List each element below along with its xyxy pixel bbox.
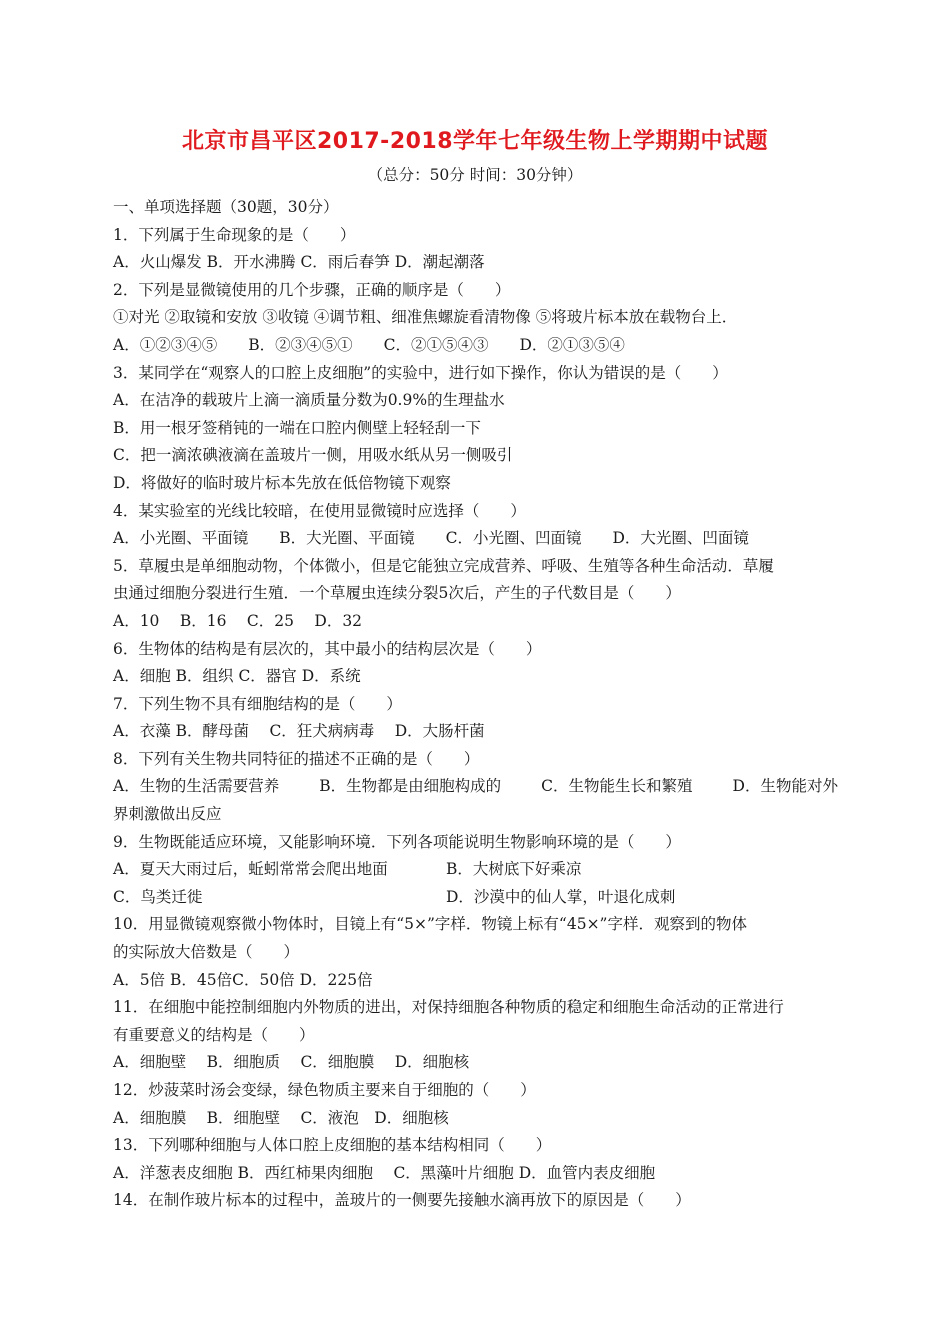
question-3-option-a: A．在洁净的载玻片上滴一滴质量分数为0.9%的生理盐水 [113, 391, 505, 410]
question-9-options-row1 [113, 856, 838, 884]
question-13-options: A．洋葱表皮细胞 B．西红柿果肉细胞 C．黑藻叶片细胞 D．血管内表皮细胞 [113, 1163, 656, 1182]
question-1-stem: 1．下列属于生命现象的是（ ） [113, 225, 356, 244]
question-3-option-b: B．用一根牙签稍钝的一端在口腔内侧壁上轻轻刮一下 [113, 418, 481, 437]
question-6-options: A．细胞 B．组织 C．器官 D．系统 [113, 667, 361, 686]
question-9-option-a: A．夏天大雨过后，蚯蚓常常会爬出地面 [113, 860, 388, 879]
question-9-stem: 9．生物既能适应环境，又能影响环境．下列各项能说明生物影响环境的是（ ） [113, 832, 681, 851]
question-9-option-c: C．鸟类迁徙 [113, 887, 203, 906]
section-heading: 一、单项选择题（30题，30分） [113, 198, 339, 216]
question-8-option-d-continued: 界刺激做出反应 [113, 805, 222, 824]
question-11-stem-line2: 有重要意义的结构是（ ） [113, 1025, 315, 1044]
question-8-options [113, 773, 838, 801]
question-7-options: A．衣藻 B．酵母菌 C．狂犬病病毒 D．大肠杆菌 [113, 722, 485, 741]
question-10-stem-line1: 10．用显微镜观察微小物体时，目镜上有“5×”字样．物镜上标有“45×”字样．观察到的物体 [113, 915, 747, 934]
question-8-stem: 8．下列有关生物共同特征的描述不正确的是（ ） [113, 749, 480, 768]
question-8-option-c: C．生物能生长和繁殖 [541, 777, 693, 796]
question-3-option-d: D．将做好的临时玻片标本先放在低倍物镜下观察 [113, 473, 451, 492]
question-4-stem: 4．某实验室的光线比较暗，在使用显微镜时应选择（ ） [113, 501, 526, 520]
question-3-stem: 3．某同学在“观察人的口腔上皮细胞”的实验中，进行如下操作，你认为错误的是（ ） [113, 363, 728, 382]
question-12-stem: 12．炒菠菜时汤会变绿，绿色物质主要来自于细胞的（ ） [113, 1081, 536, 1099]
question-4-options: A．小光圈、平面镜 B．大光圈、平面镜 C．小光圈、凹面镜 D．大光圈、凹面镜 [113, 529, 749, 548]
question-13-stem: 13．下列哪种细胞与人体口腔上皮细胞的基本结构相同（ ） [113, 1136, 552, 1155]
exam-info: （总分：50分 时间：30分钟） [367, 166, 583, 184]
question-8-option-b: B．生物都是由细胞构成的 [319, 777, 502, 796]
question-5-options: A．10 B．16 C．25 D．32 [113, 611, 363, 630]
question-2-stem: 2．下列是显微镜使用的几个步骤，正确的顺序是（ ） [113, 280, 511, 299]
page-title: 北京市昌平区2017-2018学年七年级生物上学期期中试题 [181, 129, 769, 154]
question-10-options: A．5倍 B．45倍C．50倍 D．225倍 [113, 970, 373, 989]
question-5-stem-line2: 虫通过细胞分裂进行生殖．一个草履虫连续分裂5次后，产生的子代数目是（ ） [113, 584, 681, 603]
question-3-option-c: C．把一滴浓碘液滴在盖玻片一侧，用吸水纸从另一侧吸引 [113, 446, 513, 465]
question-12-options: A．细胞膜 B．细胞壁 C．液泡 D．细胞核 [113, 1108, 449, 1127]
question-2-steps: ①对光 ②取镜和安放 ③收镜 ④调节粗、细准焦螺旋看清物像 ⑤将玻片标本放在载物台上． [113, 308, 738, 327]
question-9-option-b: B．大树底下好乘凉 [446, 860, 582, 879]
question-10-stem-line2: 的实际放大倍数是（ ） [113, 943, 300, 962]
question-14-stem: 14．在制作玻片标本的过程中，盖玻片的一侧要先接触水滴再放下的原因是（ ） [113, 1191, 691, 1210]
question-11-stem-line1: 11．在细胞中能控制细胞内外物质的进出，对保持细胞各种物质的稳定和细胞生命活动的正常进行 [113, 998, 784, 1017]
question-9-option-d: D．沙漠中的仙人掌，叶退化成刺 [446, 887, 676, 906]
question-11-options: A．细胞壁 B．细胞质 C．细胞膜 D．细胞核 [113, 1053, 470, 1072]
question-9-options-row2 [113, 884, 838, 912]
question-6-stem: 6．生物体的结构是有层次的，其中最小的结构层次是（ ） [113, 639, 542, 658]
question-7-stem: 7．下列生物不具有细胞结构的是（ ） [113, 694, 402, 713]
exam-content [113, 194, 838, 1215]
question-2-options: A．①②③④⑤ B．②③④⑤① C．②①⑤④③ D．②①③⑤④ [113, 335, 625, 354]
question-5-stem-line1: 5．草履虫是单细胞动物，个体微小，但是它能独立完成营养、呼吸、生殖等各种生命活动．草履 [113, 556, 774, 575]
question-8-option-d: D．生物能对外 [732, 777, 838, 796]
question-8-option-a: A．生物的生活需要营养 [113, 777, 280, 796]
question-1-options: A．火山爆发 B．开水沸腾 C．雨后春笋 D．潮起潮落 [113, 253, 485, 272]
